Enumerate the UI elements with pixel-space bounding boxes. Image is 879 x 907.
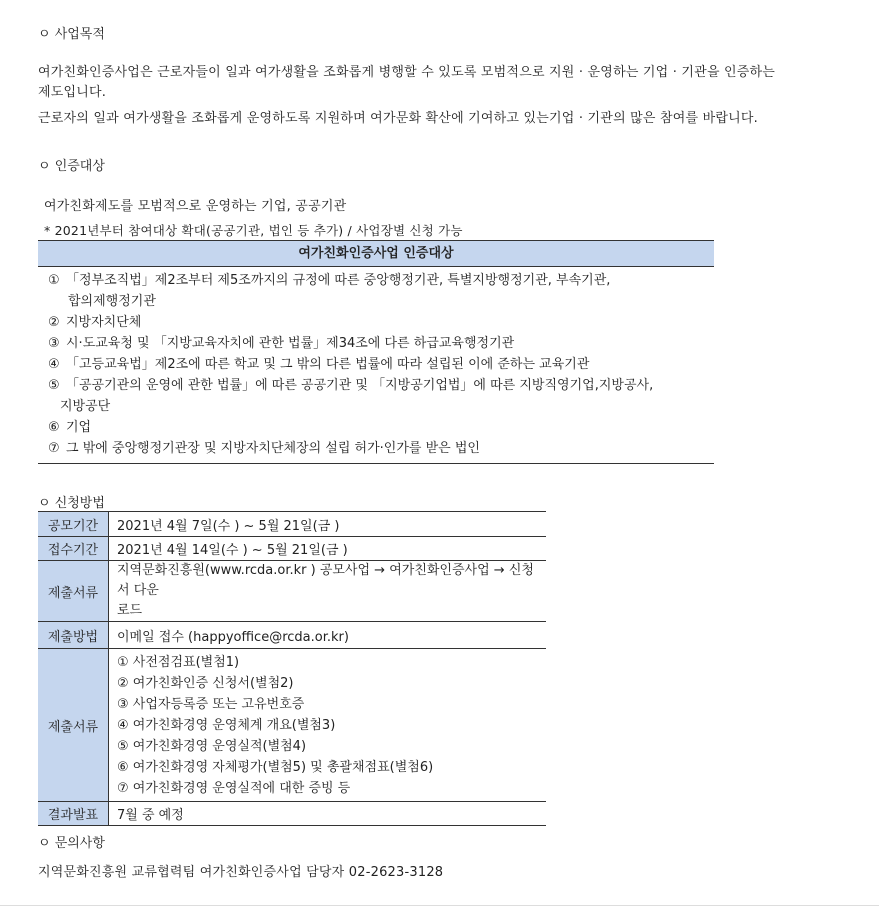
target-section-title: ㅇ 인증대상	[38, 159, 105, 174]
table-row	[38, 512, 546, 537]
purpose-text-line2: 제도입니다.	[38, 85, 107, 100]
target-table-body	[38, 267, 714, 464]
target-table-header: 여가친화인증사업 인증대상	[38, 240, 714, 267]
submit-value: 이메일 접수 (happyoffice@rcda.or.kr)	[109, 622, 547, 649]
target-intro: 여가친화제도를 모범적으로 운영하는 기업, 공공기관	[44, 199, 347, 214]
result-label: 결과발표	[38, 802, 109, 826]
table-row	[38, 649, 546, 802]
list-item: ④ 여가친화경영 운영체계 개요(별첨3)	[117, 717, 336, 733]
table-row	[38, 622, 546, 649]
table-row	[38, 802, 546, 826]
list-item: ② 여가친화인증 신청서(별첨2)	[117, 675, 294, 691]
submit-label: 제출방법	[38, 622, 109, 649]
method-section-title: ㅇ 신청방법	[38, 496, 105, 511]
table-row	[38, 561, 546, 622]
target-note: * 2021년부터 참여대상 확대(공공기관, 법인 등 추가) / 사업장별 신청 가능	[44, 223, 463, 238]
receipt-label: 접수기간	[38, 537, 109, 561]
receipt-value: 2021년 4월 14일(수 ) ~ 5월 21일(금 )	[109, 537, 547, 561]
inquiry-text: 지역문화진흥원 교류협력팀 여가친화인증사업 담당자 02-2623-3128	[38, 865, 444, 880]
docs-label: 제출서류	[38, 561, 109, 622]
docs2-value	[109, 649, 547, 802]
result-value: 7월 중 예정	[109, 802, 547, 826]
list-item: ③ 사업자등록증 또는 고유번호증	[117, 696, 305, 712]
target-table	[38, 240, 714, 464]
target-item: ② 지방자치단체	[48, 315, 142, 330]
bottom-divider	[0, 905, 879, 906]
target-item: ⑦ 그 밖에 중앙행정기관장 및 지방자치단체장의 설립 허가·인가를 받은 법인	[48, 441, 480, 456]
list-item: ① 사전점검표(별첨1)	[117, 654, 240, 670]
target-item: ① 「정부조직법」제2조부터 제5조까지의 규정에 따른 중앙행정기관, 특별지방행정기관, 부속기관, 합의제행정기관	[48, 273, 611, 309]
target-item: ③ 시·도교육청 및 「지방교육자치에 관한 법률」제34조에 다른 하급교육행정기관	[48, 336, 515, 351]
list-item: ⑦ 여가친화경영 운영실적에 대한 증빙 등	[117, 780, 351, 796]
docs-value: 지역문화진흥원(www.rcda.or.kr ) 공모사업 → 여가친화인증사업 → 신청서 다운 로드	[109, 561, 547, 622]
target-item: ④ 「고등교육법」제2조에 따른 학교 및 그 밖의 다른 법률에 따라 설립된 이에 준하는 교육기관	[48, 357, 590, 372]
list-item: ⑤ 여가친화경영 운영실적(별첨4)	[117, 738, 307, 754]
purpose-section-title: ㅇ 사업목적	[38, 27, 105, 42]
period-label: 공모기간	[38, 512, 109, 537]
docs2-label: 제출서류	[38, 649, 109, 802]
list-item: ⑥ 여가친화경영 자체평가(별첨5) 및 총괄채점표(별첨6)	[117, 759, 434, 775]
table-row	[38, 537, 546, 561]
period-value: 2021년 4월 7일(수 ) ~ 5월 21일(금 )	[109, 512, 547, 537]
application-table	[38, 511, 546, 826]
target-item: ⑤ 「공공기관의 운영에 관한 법률」에 따른 공공기관 및 「지방공기업법」에 따른 지방직영기업,지방공사, 지방공단	[48, 378, 654, 414]
target-item: ⑥ 기업	[48, 420, 92, 435]
purpose-text-line1: 여가친화인증사업은 근로자들이 일과 여가생활을 조화롭게 병행할 수 있도록 모범적으로 지원 · 운영하는 기업 · 기관을 인증하는	[38, 65, 776, 80]
inquiry-section-title: ㅇ 문의사항	[38, 836, 105, 851]
purpose-text-line3: 근로자의 일과 여가생활을 조화롭게 운영하도록 지원하며 여가문화 확산에 기여하고 있는기업 · 기관의 많은 참여를 바랍니다.	[38, 111, 758, 126]
docs2-list	[117, 650, 546, 801]
